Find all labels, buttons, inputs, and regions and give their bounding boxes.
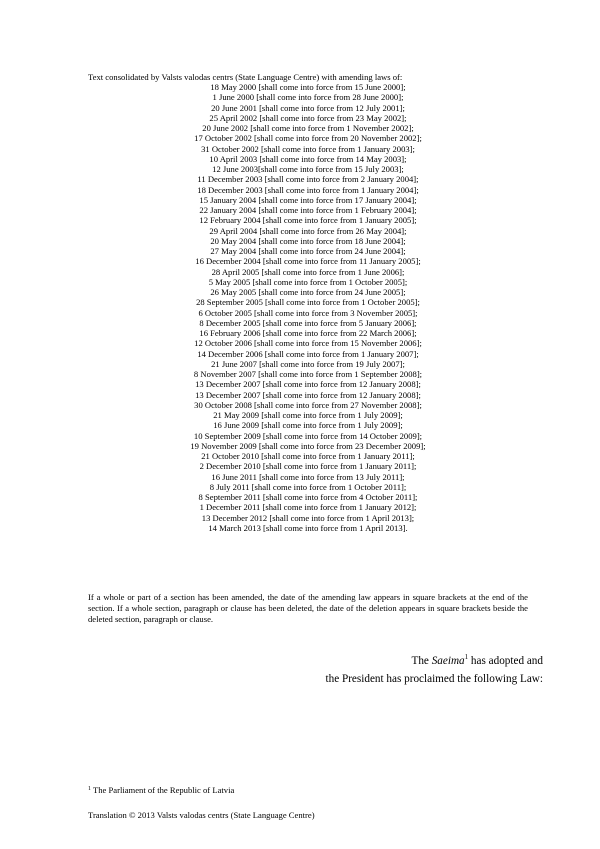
copyright-notice: Translation © 2013 Valsts valodas centrs (State Language Centre) xyxy=(88,810,315,820)
amendment-list xyxy=(88,82,528,533)
amendment-item: 30 October 2008 [shall come into force from 27 November 2008]; xyxy=(194,399,422,410)
adoption-suffix: has adopted and xyxy=(468,655,543,667)
saeima-term: Saeima xyxy=(431,655,465,667)
amendment-item: 12 October 2006 [shall come into force from 15 November 2006]; xyxy=(194,338,422,349)
amendment-item: 10 April 2003 [shall come into force from 14 May 2003]; xyxy=(209,153,407,164)
adoption-line-2: the President has proclaimed the following Law: xyxy=(325,673,543,685)
amendment-item: 18 May 2000 [shall come into force from 15 June 2000]; xyxy=(210,82,406,92)
amendment-item: 16 December 2004 [shall come into force from 11 January 2005]; xyxy=(195,256,421,267)
amendment-item: 8 December 2005 [shall come into force from 5 January 2006]; xyxy=(199,317,417,328)
amendment-item: 28 September 2005 [shall come into force from 1 October 2005]; xyxy=(196,297,420,308)
amendment-item: 29 April 2004 [shall come into force from 26 May 2004]; xyxy=(209,225,407,236)
amendment-item: 21 May 2009 [shall come into force from 1 July 2009]; xyxy=(213,410,403,420)
adoption-line-1 xyxy=(250,652,543,670)
amendment-item: 8 November 2007 [shall come into force from 1 September 2008]; xyxy=(193,369,423,379)
footnote-reference[interactable]: 1 xyxy=(464,653,469,661)
amendment-item: 21 June 2007 [shall come into force from 19 July 2007]; xyxy=(211,358,405,369)
amendment-item: 14 March 2013 [shall come into force from 1 April 2013]. xyxy=(208,522,408,533)
amendment-item: 16 June 2009 [shall come into force from 1 July 2009]; xyxy=(213,420,403,431)
amendment-item: 16 February 2006 [shall come into force from 22 March 2006]; xyxy=(199,328,417,338)
amendment-item: 2 December 2010 [shall come into force from 1 January 2011]; xyxy=(199,461,417,472)
amendment-item: 12 February 2004 [shall come into force from 1 January 2005]; xyxy=(199,215,417,226)
amendment-item: 18 December 2003 [shall come into force from 1 January 2004]; xyxy=(197,184,419,195)
amendment-item: 22 January 2004 [shall come into force from 1 February 2004]; xyxy=(199,205,417,215)
amendment-item: 13 December 2012 [shall come into force from 1 April 2013]; xyxy=(201,512,415,523)
amendment-item: 15 January 2004 [shall come into force from 17 January 2004]; xyxy=(199,194,417,205)
amendment-item: 21 October 2010 [shall come into force from 1 January 2011]; xyxy=(201,451,415,461)
amendment-item: 6 October 2005 [shall come into force from 3 November 2005]; xyxy=(198,307,418,318)
amendment-item: 17 October 2002 [shall come into force from 20 November 2002]; xyxy=(194,133,422,144)
adoption-statement xyxy=(250,652,543,688)
amendment-item: 25 April 2002 [shall come into force from 23 May 2002]; xyxy=(209,112,407,123)
amendment-item: 28 April 2005 [shall come into force from 1 June 2006]; xyxy=(211,266,405,277)
amendment-item: 27 May 2004 [shall come into force from 24 June 2004]; xyxy=(210,246,406,256)
amendment-item: 5 May 2005 [shall come into force from 1 October 2005]; xyxy=(208,276,408,287)
footnote xyxy=(88,785,528,795)
amendment-item: 20 June 2002 [shall come into force from 1 November 2002]; xyxy=(202,123,414,133)
amendment-item: 31 October 2002 [shall come into force from 1 January 2003]; xyxy=(201,143,415,154)
amendment-item: 26 May 2005 [shall come into force from 24 June 2005]; xyxy=(210,287,406,297)
amendment-item: 16 June 2011 [shall come into force from 13 July 2011]; xyxy=(211,471,405,482)
amendment-item: 20 May 2004 [shall come into force from 18 June 2004]; xyxy=(210,235,406,246)
amendment-item: 14 December 2006 [shall come into force from 1 January 2007]; xyxy=(197,348,419,359)
amendment-item: 10 September 2009 [shall come into force from 14 October 2009]; xyxy=(193,430,423,441)
amendment-item: 1 June 2000 [shall come into force from 28 June 2000]; xyxy=(212,92,404,103)
amendment-item: 20 June 2001 [shall come into force from 12 July 2001]; xyxy=(211,102,405,113)
footnote-mark: 1 xyxy=(88,786,91,792)
amendment-note: If a whole or part of a section has been amended, the date of the amending law appears in square brackets at the end of the section. If a whole section, paragraph or clause has been deleted, the date of the deletion appears in square brackets beside the deleted section, paragraph or clause. xyxy=(88,592,528,624)
amendment-item: 8 September 2011 [shall come into force from 4 October 2011]; xyxy=(198,492,418,502)
amendment-item: 11 December 2003 [shall come into force from 2 January 2004]; xyxy=(197,174,419,185)
adoption-prefix: The xyxy=(411,655,432,667)
amendment-item: 13 December 2007 [shall come into force from 12 January 2008]; xyxy=(195,379,421,390)
amendment-item: 12 June 2003[shall come into force from 15 July 2003]; xyxy=(212,164,404,174)
amendment-item: 8 July 2011 [shall come into force from 1 October 2011]; xyxy=(209,481,407,492)
consolidation-intro: Text consolidated by Valsts valodas centrs (State Language Centre) with amending laws of: xyxy=(88,72,403,82)
amendment-item: 19 November 2009 [shall come into force from 23 December 2009]; xyxy=(190,440,426,451)
footnote-text: The Parliament of the Republic of Latvia xyxy=(93,785,235,795)
amendment-item: 1 December 2011 [shall come into force from 1 January 2012]; xyxy=(199,502,417,513)
amendment-item: 13 December 2007 [shall come into force from 12 January 2008]; xyxy=(195,389,421,400)
